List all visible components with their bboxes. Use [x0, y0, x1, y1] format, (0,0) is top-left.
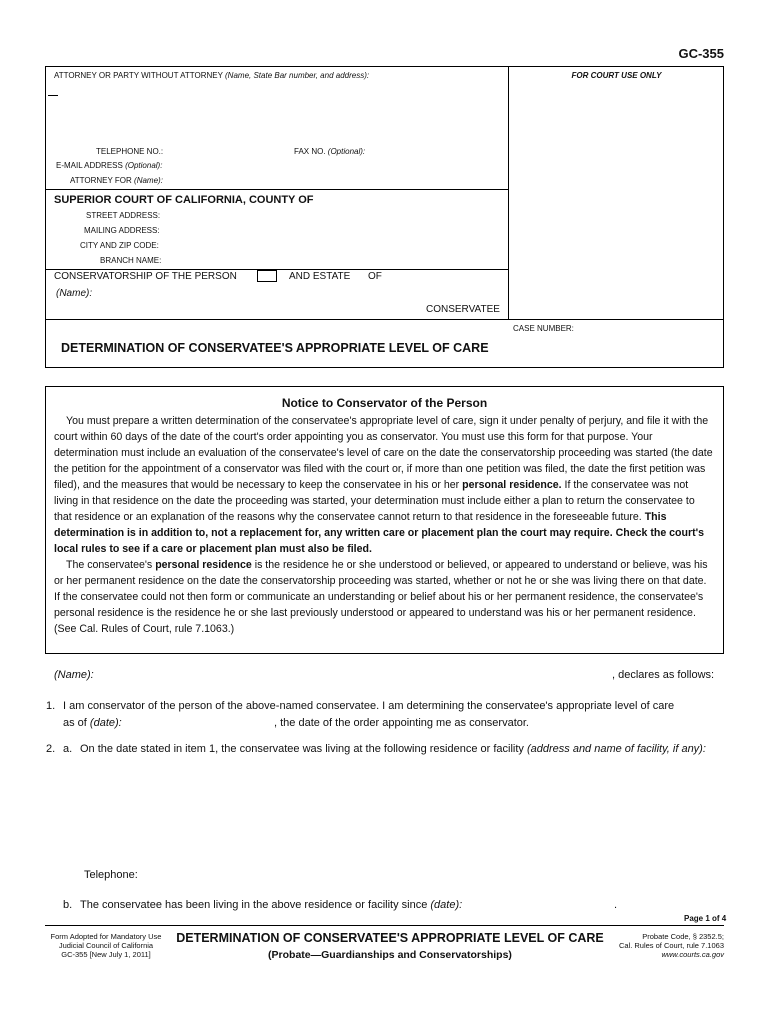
footer-rules: Cal. Rules of Court, rule 7.1063 — [618, 941, 724, 950]
footer-title: DETERMINATION OF CONSERVATEE'S APPROPRIATE LEVEL OF CARE — [176, 931, 604, 945]
item-1-text: I am conservator of the person of the above-named conservatee. I am determining the conservatee's appropriate level of care — [63, 700, 675, 712]
caption-name-label: (Name): — [56, 288, 93, 299]
declarant-name-label: (Name): — [54, 669, 94, 681]
case-number-label: CASE NUMBER: — [513, 324, 574, 333]
item-2b-text: The conservatee has been living in the above residence or facility since (date): — [80, 899, 463, 911]
attorney-divider — [46, 189, 508, 190]
and-estate-checkbox[interactable] — [257, 270, 277, 282]
and-estate-label: AND ESTATE — [289, 271, 351, 282]
conservatee-label: CONSERVATEE — [426, 304, 500, 315]
footer-probate-code: Probate Code, § 2352.5; — [642, 932, 724, 941]
footer-left-block — [45, 932, 167, 959]
fax-label: FAX NO. (Optional): — [294, 147, 366, 156]
title-divider — [46, 319, 723, 320]
footer-center-block — [170, 931, 610, 961]
notice-paragraph-1: You must prepare a written determination of the conservatee's appropriate level of care, sign it under penalty of perjury, and file it with the court within 60 days of the date of the court's order appointing you as conservator. You must use this form for that purpose. Your determination must include an evaluation of the conservatee's level of care on the date the conservatorship proceeding was started (the date the petition for the appointment of a conservator was filed with the court or, if more than one petition was filed, the date the first petition was filed), and the measures that would be necessary to keep the conservatee in his or her personal residence. If the conservatee was not living in that residence on the date the proceeding was started, your determination must include either a plan to return the conservatee to that residence or an explanation of the reasons why the conservatee cannot return to that residence in the foreseeable future. This determination is in addition to, not a replacement for, any written care or placement plan the court may require. Check the court's local rules to see if a care or placement plan must also be filed. — [54, 415, 713, 555]
footer-council: Judicial Council of California — [58, 941, 154, 950]
item-2a-letter: a. — [63, 743, 73, 755]
item-2-number: 2. — [46, 743, 56, 755]
item-2b-period: . — [614, 899, 618, 911]
mailing-address-label: MAILING ADDRESS: — [84, 226, 160, 235]
footer-right-block — [600, 932, 724, 959]
declares-label: , declares as follows: — [612, 669, 715, 681]
footer-revision: GC-355 [New July 1, 2011] — [61, 950, 151, 959]
court-title: SUPERIOR COURT OF CALIFORNIA, COUNTY OF — [54, 194, 314, 206]
item-1-tail: , the date of the order appointing me as conservator. — [274, 717, 529, 729]
attorney-for-label: ATTORNEY FOR (Name): — [70, 176, 163, 185]
branch-name-label: BRANCH NAME: — [100, 256, 162, 265]
street-address-label: STREET ADDRESS: — [86, 211, 161, 220]
document-title: DETERMINATION OF CONSERVATEE'S APPROPRIATE LEVEL OF CARE — [61, 341, 489, 355]
caption-divider — [508, 67, 509, 319]
item-1-number: 1. — [46, 700, 56, 712]
field-marker — [48, 95, 58, 96]
telephone-field-label: Telephone: — [84, 869, 138, 881]
page-number: Page 1 of 4 — [684, 914, 727, 923]
footer-subtitle: (Probate—Guardianships and Conservatorships) — [268, 949, 512, 961]
footer-rule — [45, 925, 724, 926]
notice-box — [45, 386, 724, 654]
city-zip-label: CITY AND ZIP CODE: — [80, 241, 159, 250]
item-2a-text: On the date stated in item 1, the conservatee was living at the following residence or facility (address and name of facility, if any): — [80, 743, 706, 755]
of-label: OF — [368, 271, 382, 282]
footer-website[interactable]: www.courts.ca.gov — [661, 950, 724, 959]
notice-text — [46, 413, 723, 637]
conservatorship-label: CONSERVATORSHIP OF THE PERSON — [54, 271, 237, 282]
court-divider — [46, 269, 508, 270]
attorney-header-label: ATTORNEY OR PARTY WITHOUT ATTORNEY (Name, State Bar number, and address): — [54, 71, 370, 80]
court-use-label: FOR COURT USE ONLY — [571, 71, 662, 80]
notice-paragraph-2: The conservatee's personal residence is the residence he or she understood or believed, or appeared to understand or believe, was his or her permanent residence on the date the conservatorship proceeding was started, whether or not he or she was living there on that date. If the conservatee could not then form or communicate an understanding or belief about his or her permanent residence, the conservatee's personal residence is the residence he or she last previously understood or appeared to understand was his or her permanent residence. (See Cal. Rules of Court, rule 7.1063.) — [54, 559, 708, 635]
footer-adopted: Form Adopted for Mandatory Use — [50, 932, 162, 941]
email-label: E-MAIL ADDRESS (Optional): — [56, 161, 163, 170]
form-number: GC-355 — [678, 46, 724, 61]
item-2b-letter: b. — [63, 899, 73, 911]
telephone-label: TELEPHONE NO.: — [96, 147, 164, 156]
item-1-date-line: as of (date): — [63, 717, 122, 729]
caption-box — [45, 66, 724, 368]
notice-title: Notice to Conservator of the Person — [281, 396, 488, 410]
